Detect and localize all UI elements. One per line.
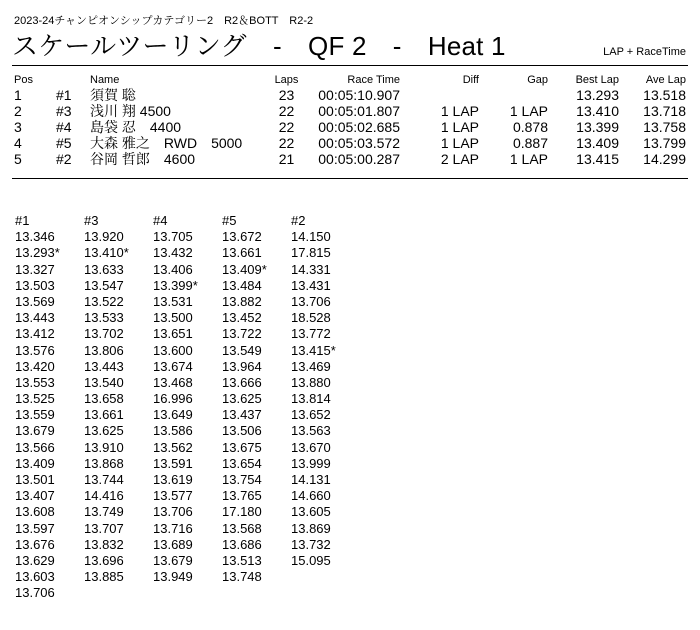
event-subtitle: 2023-24チャンピオンシップカテゴリー2 R2＆BOTT R2-2 — [14, 15, 314, 27]
results-header-row — [14, 73, 686, 87]
col-number — [56, 73, 90, 87]
lap-time: 13.605 — [291, 504, 331, 520]
lap-time: 14.660 — [291, 488, 331, 504]
lap-time: 13.431 — [291, 277, 331, 293]
lap-time: 17.180 — [222, 504, 262, 520]
cell-no: #4 — [56, 119, 72, 135]
lap-time: 13.432 — [153, 245, 193, 261]
lap-time: 13.706 — [291, 293, 331, 309]
cell-no: #2 — [56, 151, 72, 167]
cell-no: #3 — [56, 103, 72, 119]
cell-pos: 4 — [14, 135, 22, 151]
lap-time: 13.547 — [84, 277, 124, 293]
lap-time: 13.407 — [15, 488, 55, 504]
lap-time: 13.600 — [153, 342, 193, 358]
lap-column-header: #2 — [291, 213, 306, 228]
lap-time: 13.949 — [153, 569, 193, 585]
col-best-lap: Best Lap — [575, 74, 619, 86]
lap-time: 13.772 — [291, 326, 331, 342]
lap-time: 13.549 — [222, 342, 262, 358]
cell-name: 須賀 聡 — [90, 87, 136, 103]
lap-time: 13.346 — [15, 229, 55, 245]
table-row — [14, 87, 686, 103]
lap-times-grid — [15, 213, 360, 602]
cell-race-time: 00:05:01.807 — [318, 103, 400, 119]
lap-time: 13.293* — [15, 245, 60, 261]
table-row — [14, 135, 686, 151]
lap-time: 13.608 — [15, 504, 55, 520]
cell-diff: 1 LAP — [440, 135, 479, 151]
lap-time: 13.531 — [153, 293, 193, 309]
lap-time: 13.702 — [84, 326, 124, 342]
lap-time: 13.409 — [15, 455, 55, 471]
lap-time: 13.443 — [15, 310, 55, 326]
lap-column — [222, 213, 291, 602]
lap-time: 13.672 — [222, 229, 262, 245]
lap-time: 13.654 — [222, 455, 262, 471]
cell-best-lap: 13.415 — [576, 151, 619, 167]
cell-laps: 22 — [278, 135, 295, 151]
lap-time: 13.670 — [291, 439, 331, 455]
cell-ave-lap: 13.518 — [643, 87, 686, 103]
cell-gap: 1 LAP — [509, 103, 548, 119]
lap-time: 16.996 — [153, 391, 193, 407]
cell-name: 大森 雅之 RWD 5000 — [90, 135, 243, 151]
lap-time: 13.706 — [153, 504, 193, 520]
lap-column — [15, 213, 84, 602]
lap-time: 13.765 — [222, 488, 262, 504]
cell-no: #1 — [56, 87, 72, 103]
lap-column — [291, 213, 360, 602]
table-row — [14, 119, 686, 135]
lap-time: 13.868 — [84, 455, 124, 471]
col-pos: Pos — [14, 74, 33, 86]
results-table — [14, 73, 686, 167]
lap-column-header: #1 — [15, 213, 30, 228]
lap-time: 13.568 — [222, 520, 262, 536]
cell-best-lap: 13.410 — [576, 103, 619, 119]
lap-time: 13.880 — [291, 374, 331, 390]
lap-time: 13.652 — [291, 407, 331, 423]
lap-time: 13.406 — [153, 261, 193, 277]
lap-time: 13.563 — [291, 423, 331, 439]
lap-time: 13.522 — [84, 293, 124, 309]
lap-time: 13.633 — [84, 261, 124, 277]
lap-time: 13.327 — [15, 261, 55, 277]
lap-time: 13.410* — [84, 245, 129, 261]
lap-column — [84, 213, 153, 602]
col-race-time: Race Time — [347, 74, 400, 86]
cell-best-lap: 13.399 — [576, 119, 619, 135]
lap-time: 13.452 — [222, 310, 262, 326]
cell-diff: 2 LAP — [440, 151, 479, 167]
lap-time: 13.586 — [153, 423, 193, 439]
lap-time: 13.679 — [15, 423, 55, 439]
table-row — [14, 151, 686, 167]
lap-time: 13.675 — [222, 439, 262, 455]
lap-time: 13.576 — [15, 342, 55, 358]
lap-time: 13.553 — [15, 374, 55, 390]
lap-time: 13.625 — [84, 423, 124, 439]
cell-name: 島袋 忍 4400 — [90, 119, 182, 135]
lap-time: 13.722 — [222, 326, 262, 342]
cell-race-time: 00:05:10.907 — [318, 87, 400, 103]
lap-time: 13.749 — [84, 504, 124, 520]
cell-ave-lap: 13.799 — [643, 135, 686, 151]
lap-time: 18.528 — [291, 310, 331, 326]
lap-time: 13.500 — [153, 310, 193, 326]
cell-ave-lap: 13.718 — [643, 103, 686, 119]
cell-laps: 22 — [278, 119, 295, 135]
lap-time: 13.597 — [15, 520, 55, 536]
cell-pos: 1 — [14, 87, 22, 103]
lap-time: 13.679 — [153, 552, 193, 568]
cell-laps: 21 — [278, 151, 295, 167]
lap-time: 13.658 — [84, 391, 124, 407]
lap-time: 13.676 — [15, 536, 55, 552]
lap-time: 13.705 — [153, 229, 193, 245]
lap-time: 13.533 — [84, 310, 124, 326]
lap-time: 13.814 — [291, 391, 331, 407]
col-gap: Gap — [527, 74, 548, 86]
col-name: Name — [90, 74, 120, 86]
lap-time: 13.920 — [84, 229, 124, 245]
lap-time: 13.661 — [84, 407, 124, 423]
lap-time: 13.649 — [153, 407, 193, 423]
lap-time: 13.468 — [153, 374, 193, 390]
header-divider — [12, 65, 688, 66]
lap-time: 13.420 — [15, 358, 55, 374]
cell-best-lap: 13.409 — [576, 135, 619, 151]
lap-time: 13.674 — [153, 358, 193, 374]
cell-name: 浅川 翔 4500 — [90, 103, 171, 119]
lap-time: 13.469 — [291, 358, 331, 374]
lap-time: 13.964 — [222, 358, 262, 374]
cell-ave-lap: 14.299 — [643, 151, 686, 167]
lap-time: 13.577 — [153, 488, 193, 504]
lap-time: 13.707 — [84, 520, 124, 536]
lap-time: 13.882 — [222, 293, 262, 309]
lap-time: 13.506 — [222, 423, 262, 439]
col-ave-lap: Ave Lap — [645, 74, 686, 86]
lap-time: 13.603 — [15, 569, 55, 585]
cell-laps: 23 — [278, 87, 295, 103]
lap-time: 14.150 — [291, 229, 331, 245]
lap-time: 13.415* — [291, 342, 336, 358]
lap-time: 13.540 — [84, 374, 124, 390]
lap-time: 13.501 — [15, 472, 55, 487]
lap-time: 13.591 — [153, 455, 193, 471]
cell-gap: 1 LAP — [509, 151, 548, 167]
cell-race-time: 00:05:00.287 — [318, 151, 400, 167]
cell-gap: 0.878 — [512, 119, 548, 135]
cell-gap — [479, 87, 548, 103]
cell-race-time: 00:05:02.685 — [318, 119, 400, 135]
lap-column-header: #5 — [222, 213, 237, 228]
lap-time: 14.131 — [291, 472, 331, 487]
cell-name: 谷岡 哲郎 4600 — [90, 151, 196, 167]
cell-no: #5 — [56, 135, 72, 151]
lap-time: 13.999 — [291, 455, 331, 471]
lap-time: 13.748 — [222, 569, 262, 585]
cell-pos: 2 — [14, 103, 22, 119]
lap-time: 13.744 — [84, 472, 124, 487]
lap-time: 13.754 — [222, 472, 262, 487]
lap-time: 14.331 — [291, 261, 331, 277]
report-mode: LAP + RaceTime — [603, 46, 686, 58]
lap-time: 13.513 — [222, 552, 262, 568]
lap-time: 13.885 — [84, 569, 124, 585]
col-diff: Diff — [462, 74, 479, 86]
cell-best-lap: 13.293 — [576, 87, 619, 103]
lap-column — [153, 213, 222, 602]
lap-time: 13.666 — [222, 374, 262, 390]
lap-time: 13.562 — [153, 439, 193, 455]
table-row — [14, 103, 686, 119]
cell-gap: 0.887 — [512, 135, 548, 151]
cell-diff: 1 LAP — [440, 103, 479, 119]
lap-time: 13.689 — [153, 536, 193, 552]
lap-time: 13.525 — [15, 391, 55, 407]
cell-diff — [400, 87, 479, 103]
cell-pos: 3 — [14, 119, 22, 135]
lap-time: 15.095 — [291, 552, 331, 568]
col-laps: Laps — [274, 74, 299, 86]
lap-time: 13.869 — [291, 520, 331, 536]
lap-time: 14.416 — [84, 488, 124, 504]
lap-time: 13.629 — [15, 552, 55, 568]
cell-race-time: 00:05:03.572 — [318, 135, 400, 151]
lap-column-header: #4 — [153, 213, 168, 228]
lap-time: 13.569 — [15, 293, 55, 309]
lap-time: 13.696 — [84, 552, 124, 568]
cell-ave-lap: 13.758 — [643, 119, 686, 135]
lap-time: 13.732 — [291, 536, 331, 552]
lap-time: 13.566 — [15, 439, 55, 455]
lap-time: 13.409* — [222, 261, 267, 277]
lap-time: 13.484 — [222, 277, 262, 293]
lap-time: 13.625 — [222, 391, 262, 407]
lap-time: 13.619 — [153, 472, 193, 487]
cell-diff: 1 LAP — [440, 119, 479, 135]
lap-time: 13.437 — [222, 407, 262, 423]
lap-time: 13.559 — [15, 407, 55, 423]
lap-time: 13.443 — [84, 358, 124, 374]
lap-time: 13.651 — [153, 326, 193, 342]
lap-time: 13.412 — [15, 326, 55, 342]
lap-time: 13.716 — [153, 520, 193, 536]
lap-time: 13.832 — [84, 536, 124, 552]
cell-laps: 22 — [278, 103, 295, 119]
lap-time: 13.399* — [153, 277, 198, 293]
page-title: スケールツーリング - QF 2 - Heat 1 — [12, 31, 506, 61]
lap-time: 13.503 — [15, 277, 55, 293]
cell-pos: 5 — [14, 151, 22, 167]
lap-time: 13.661 — [222, 245, 262, 261]
lap-time: 13.910 — [84, 439, 124, 455]
lap-time: 13.806 — [84, 342, 124, 358]
lap-time: 17.815 — [291, 245, 331, 261]
lap-time: 13.706 — [15, 585, 55, 601]
lap-time: 13.686 — [222, 536, 262, 552]
lap-column-header: #3 — [84, 213, 99, 228]
results-divider — [12, 178, 688, 179]
